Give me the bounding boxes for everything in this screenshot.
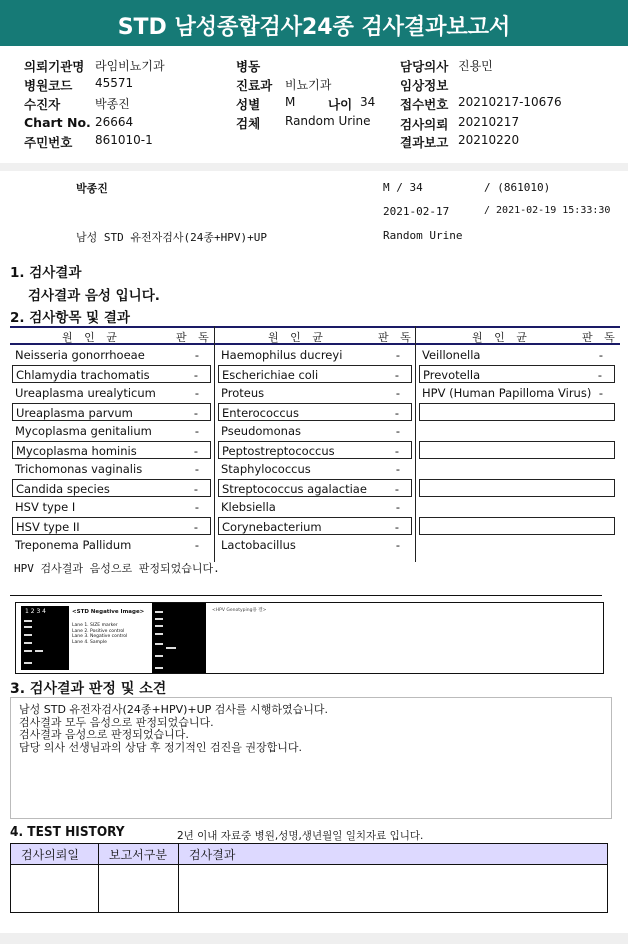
organism-name: Prevotella [423, 368, 481, 382]
chart-value: 26664 [95, 115, 134, 129]
organism-row [218, 536, 412, 554]
opinion-line: 검사결과 모두 음성으로 판정되었습니다. [19, 715, 214, 729]
organism-row [218, 346, 412, 364]
gel-title: <STD Negative Image> [72, 609, 145, 615]
organism-row [218, 403, 412, 421]
institution-label: 의뢰기관명 [24, 59, 85, 74]
history-cell [11, 865, 99, 913]
organism-row [218, 384, 412, 402]
organism-row [12, 441, 211, 459]
organism-result: - [194, 500, 199, 514]
organism-name: Klebsiella [221, 500, 276, 514]
history-cell [179, 865, 608, 913]
legend-item: Lane 2. Positive control [72, 628, 125, 634]
hpv-note: HPV 검사결과 음성으로 판정되었습니다. [14, 562, 220, 575]
specimen-value: Random Urine [285, 114, 371, 128]
request-value: 20210217 [458, 115, 520, 129]
organism-row [12, 517, 211, 535]
column-divider [214, 326, 215, 562]
organism-result: - [194, 348, 199, 362]
organism-row [218, 460, 412, 478]
summary-date1: 2021-02-17 [383, 205, 450, 218]
organism-row [218, 479, 412, 497]
section4-title: 4. TEST HISTORY [10, 824, 125, 840]
col3-organism-header: 원 인 균 [472, 331, 531, 344]
table-top-rule [10, 326, 620, 328]
col2-organism-header: 원 인 균 [268, 331, 327, 344]
organism-name: Treponema Pallidum [15, 538, 132, 552]
summary-birth: / (861010) [484, 181, 551, 194]
col3-result-header: 판 독 [582, 331, 619, 344]
organism-row [12, 460, 211, 478]
organism-result: - [395, 424, 400, 438]
organism-result: - [194, 424, 199, 438]
organism-result: - [598, 348, 603, 362]
organism-result: - [194, 462, 199, 476]
column-divider [415, 326, 416, 562]
organism-result: - [598, 386, 603, 400]
empty-row [419, 536, 615, 554]
organism-name: Ureaplasma parvum [16, 406, 133, 420]
organism-result: - [394, 368, 399, 382]
organism-row [218, 422, 412, 440]
organism-name: Proteus [221, 386, 265, 400]
sex-label: 성별 [236, 97, 261, 112]
history-header-result: 검사결과 [179, 844, 608, 865]
organism-row [12, 479, 211, 497]
organism-row [12, 365, 211, 383]
organism-name: HSV type I [15, 500, 76, 514]
organism-row [218, 365, 412, 383]
organism-result: - [194, 538, 199, 552]
report-title: STD 남성종합검사24종 검사결과보고서 [0, 0, 628, 46]
lane-numbers: 1 2 3 4 [25, 608, 46, 615]
hospital-code-label: 병원코드 [24, 78, 73, 93]
organism-result: - [395, 500, 400, 514]
std-gel-image [21, 606, 69, 670]
col2-result-header: 판 독 [378, 331, 415, 344]
report-date-label: 결과보고 [400, 135, 449, 150]
history-cell [99, 865, 179, 913]
sex-value: M [285, 95, 296, 109]
institution-value: 라임비뇨기과 [95, 59, 165, 73]
organism-row [12, 403, 211, 421]
organism-name: HSV type II [16, 520, 80, 534]
empty-row [419, 441, 615, 459]
organism-result: - [193, 482, 198, 496]
organism-result: - [193, 520, 198, 534]
gel-legend [72, 623, 127, 645]
receipt-value: 20210217-10676 [458, 95, 562, 109]
section3-title: 3. 검사결과 판정 및 소견 [10, 681, 167, 697]
rrn-value: 861010-1 [95, 133, 153, 147]
empty-row [419, 479, 615, 497]
organism-name: HPV (Human Papilloma Virus) [422, 386, 592, 400]
organism-result: - [194, 386, 199, 400]
organism-result: - [193, 444, 198, 458]
legend-item: Lane 4. Sample [72, 639, 107, 645]
chart-label: Chart No. [24, 115, 91, 130]
empty-row [419, 460, 615, 478]
organism-name: Neisseria gonorrhoeae [15, 348, 145, 362]
organism-result: - [193, 406, 198, 420]
opinion-box [10, 697, 612, 819]
organism-result: - [394, 406, 399, 420]
opinion-line: 검사결과 음성으로 판정되었습니다. [19, 728, 189, 741]
organism-row [218, 498, 412, 516]
dept-label: 진료과 [236, 78, 273, 93]
organism-name: Chlamydia trachomatis [16, 368, 150, 382]
summary-sex-age: M / 34 [383, 181, 423, 194]
organism-row [12, 536, 211, 554]
organism-result: - [395, 462, 400, 476]
clinical-label: 임상정보 [400, 78, 449, 93]
footer-bar [0, 933, 628, 944]
empty-row [419, 498, 615, 516]
organism-row [419, 384, 615, 402]
rrn-label: 주민번호 [24, 135, 73, 150]
organism-name: Staphylococcus [221, 462, 311, 476]
patient-label: 수진자 [24, 97, 61, 112]
organism-result: - [395, 348, 400, 362]
hpv-gel-caption: <HPV Genotyping용 겔> [212, 608, 267, 613]
organism-name: Mycoplasma hominis [16, 444, 137, 458]
doctor-label: 담당의사 [400, 59, 449, 74]
organism-row [12, 422, 211, 440]
patient-value: 박종진 [95, 97, 130, 111]
summary-test: 남성 STD 유전자검사(24종+HPV)+UP [76, 231, 267, 244]
history-table [10, 843, 608, 913]
separator [0, 163, 628, 171]
empty-row [419, 517, 615, 535]
summary-date2: / 2021-02-19 15:33:30 [484, 205, 611, 216]
organism-name: Trichomonas vaginalis [15, 462, 143, 476]
hpv-gel-image [152, 603, 206, 673]
rule [10, 595, 602, 596]
report-date-value: 20210220 [458, 133, 520, 147]
gel-images [15, 602, 604, 674]
organism-row [12, 498, 211, 516]
specimen-label: 검체 [236, 116, 261, 131]
col1-result-header: 판 독 [176, 331, 213, 344]
organism-result: - [395, 538, 400, 552]
organism-row [12, 384, 211, 402]
section1-result: 검사결과 음성 입니다. [28, 288, 160, 304]
age-label: 나이 [328, 97, 353, 112]
organism-name: Mycoplasma genitalium [15, 424, 152, 438]
organism-row [12, 346, 211, 364]
organism-result: - [395, 386, 400, 400]
summary-specimen: Random Urine [383, 229, 463, 242]
section2-title: 2. 검사항목 및 결과 [10, 310, 130, 326]
receipt-label: 접수번호 [400, 97, 449, 112]
organism-result: - [597, 368, 602, 382]
doctor-value: 진용민 [458, 59, 493, 73]
summary-name: 박종진 [76, 182, 108, 195]
organism-name: Corynebacterium [222, 520, 322, 534]
organism-row [419, 365, 615, 383]
organism-name: Lactobacillus [221, 538, 296, 552]
empty-row [419, 403, 615, 421]
organism-result: - [394, 520, 399, 534]
request-label: 검사의뢰 [400, 117, 449, 132]
age-value: 34 [360, 95, 376, 109]
organism-name: Peptostreptococcus [222, 444, 335, 458]
organism-row [218, 517, 412, 535]
organism-name: Haemophilus ducreyi [221, 348, 343, 362]
organism-name: Enterococcus [222, 406, 299, 420]
organism-result: - [394, 482, 399, 496]
organism-row [419, 346, 615, 364]
col1-organism-header: 원 인 균 [62, 331, 121, 344]
hospital-code-value: 45571 [95, 76, 134, 90]
organism-name: Ureaplasma urealyticum [15, 386, 156, 400]
organism-result: - [193, 368, 198, 382]
organism-name: Pseudomonas [221, 424, 301, 438]
history-header-request-date: 검사의뢰일 [11, 844, 99, 865]
organism-name: Escherichiae coli [222, 368, 319, 382]
legend-item: Lane 1. SIZE marker [72, 623, 118, 628]
dept-value: 비뇨기과 [285, 78, 332, 92]
section1-title: 1. 검사결과 [10, 265, 82, 281]
opinion-line: 남성 STD 유전자검사(24종+HPV)+UP 검사를 시행하였습니다. [19, 703, 329, 716]
organism-name: Candida species [16, 482, 110, 496]
history-header-report-type: 보고서구분 [99, 844, 179, 865]
organism-row [218, 441, 412, 459]
empty-row [419, 422, 615, 440]
opinion-line: 담당 의사 선생님과의 상담 후 정기적인 검진을 권장합니다. [19, 740, 302, 754]
ward-label: 병동 [236, 59, 261, 74]
organism-name: Streptococcus agalactiae [222, 482, 367, 496]
organism-name: Veillonella [422, 348, 481, 362]
history-note: 2년 이내 자료중 병원,성명,생년월일 일치자료 입니다. [177, 830, 424, 842]
legend-item: Lane 3. Negative control [72, 634, 128, 639]
organism-result: - [394, 444, 399, 458]
